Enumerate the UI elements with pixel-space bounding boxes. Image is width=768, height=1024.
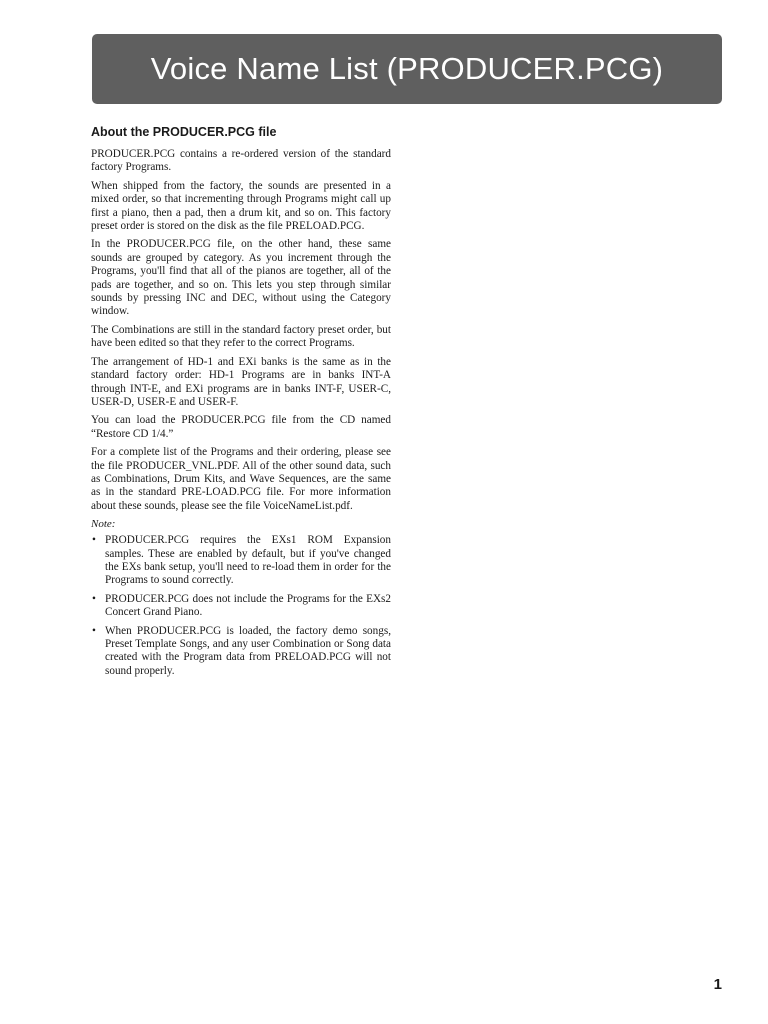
paragraph-load: You can load the PRODUCER.PCG file from the CD named “Restore CD 1/4.”	[91, 414, 391, 440]
list-item	[91, 534, 391, 588]
list-item-text: PRODUCER.PCG requires the EXs1 ROM Expansion samples. These are enabled by default, but if you've changed the EXs bank setup, you'll need to re-load them in order for the Programs to sound correctly.	[105, 534, 391, 587]
bullet-icon: •	[92, 624, 96, 637]
note-label: Note:	[91, 518, 116, 531]
list-item	[91, 593, 391, 620]
note-list	[91, 534, 391, 678]
bullet-icon: •	[92, 592, 96, 605]
paragraph-banks: The arrangement of HD-1 and EXi banks is the same as in the standard factory order: HD-1 Programs are in banks INT-A through INT-E, and EXi programs are in banks INT-F, USER-C, USER-D, USER-E and USER-F.	[91, 355, 391, 408]
list-item-text: PRODUCER.PCG does not include the Programs for the EXs2 Concert Grand Piano.	[105, 592, 391, 619]
list-item	[91, 625, 391, 679]
paragraph-complete-list: For a complete list of the Programs and their ordering, please see the file PRODUCER_VNL.PDF. All of the other sound data, such as Combinations, Drum Kits, and Wave Sequences, are the same as in the standard PRE-LOAD.PCG file. For more information about these sounds, please see the file VoiceNameList.pdf.	[91, 446, 391, 512]
paragraph-factory-order: When shipped from the factory, the sounds are presented in a mixed order, so that incrementing through Programs might call up first a piano, then a pad, then a drum kit, and so on. This factory preset order is stored on the disk as the file PRELOAD.PCG.	[91, 179, 391, 233]
bullet-icon: •	[92, 534, 96, 547]
page-title: Voice Name List (PRODUCER.PCG)	[150, 51, 664, 86]
section-heading: About the PRODUCER.PCG file	[91, 125, 277, 139]
paragraph-categories: In the PRODUCER.PCG file, on the other hand, these same sounds are grouped by category. As you increment through the Programs, you'll find that all of the pianos are together, all of the pads are together, and so on. This lets you step through similar sounds by pressing INC and DEC, without using the Category window.	[91, 238, 391, 318]
paragraph-combinations: The Combinations are still in the standard factory preset order, but have been edited so that they refer to the correct Programs.	[91, 323, 391, 350]
paragraph-intro: PRODUCER.PCG contains a re-ordered version of the standard factory Programs.	[91, 148, 391, 174]
page-number: 1	[713, 976, 722, 993]
list-item-text: When PRODUCER.PCG is loaded, the factory demo songs, Preset Template Songs, and any user Combination or Song data created with the Program data from PRELOAD.PCG will not sound properly.	[105, 624, 391, 677]
main-column	[91, 125, 391, 683]
title-banner	[92, 34, 722, 104]
